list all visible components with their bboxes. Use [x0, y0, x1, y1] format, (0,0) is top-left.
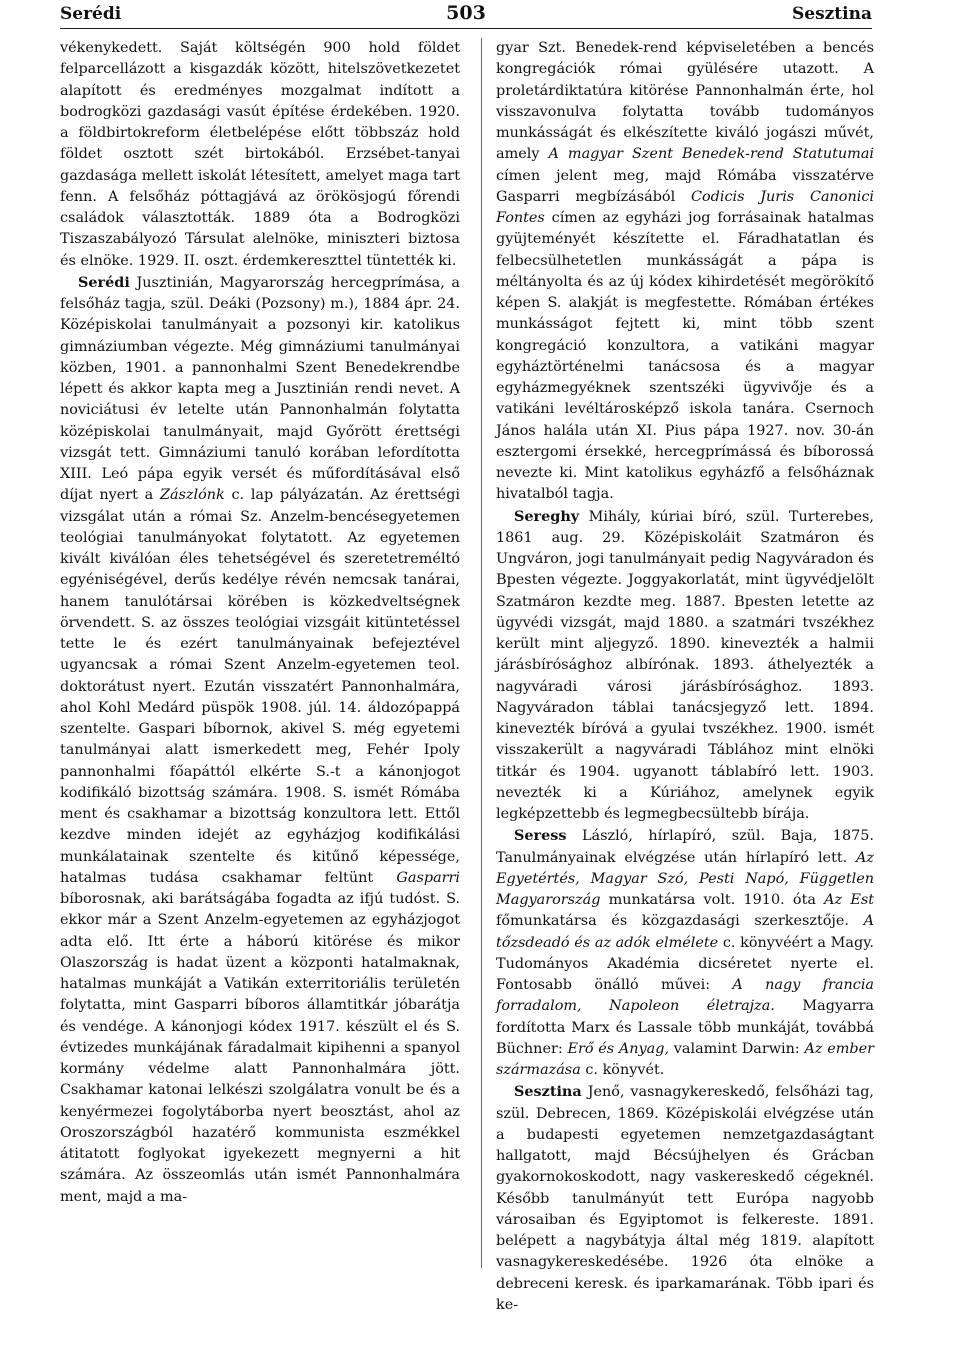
- entry-continuation: [496, 38, 874, 506]
- entry-sesztina: [496, 1081, 874, 1316]
- entry-text: Magyarra fordította Marx és Lassale több munkáját, továbbá Büchner:: [496, 998, 874, 1057]
- entry-italic: A tőzsdeadó és az adók elmélete: [496, 913, 875, 951]
- entry-text: c. könyvét.: [585, 1062, 665, 1078]
- entry-continuation: vékenykedett. Saját költségén 900 hold földet felparcellázott a kisgazdák között, hitelszövetkezetet alapított és eredményes mozgalmat indított a bodrogközi gazdasági vasút építése érdekében. 1920. a földbirtokreform életbelépése előtt többszáz hold földet osztott szét birtokából. Erzsébet-tanyai gazdasága mellett iskolát létesített, amelyet maga tart fenn. A felsőház póttagjává az örökösjogú főrendi családok választották. 1889 óta a Bodrogközi Tiszaszabályozó Társulat alelnöke, miniszteri biztosa és elnöke. 1929. II. oszt. érdemkereszttel tüntették ki.: [60, 40, 460, 269]
- entry-text: munkatársa volt. 1910. óta: [608, 892, 816, 908]
- header-left-keyword: Serédi: [60, 4, 122, 24]
- entry-text: címen az egyházi jog forrásainak hatalmas gyüjteményét készítette el. Fáradhatatlan és felbecsülhetetlen munkásságát a pápa is méltányolta és az új kódex kihirdetését megörökítő képen S. alakját is megfestette. Rómában értékes munkásságot fejtett ki, mint több szent kongregáció konzultora, a vatikáni magyar egyháztörténelmi tanácsosa és a magyar egyházmegyéknek szentszéki ügyvivője és a vatikáni levéltárosképző iskola tanára. Csernoch János halála után XI. Pius pápa 1927. nov. 30-án esztergomi érsekké, hercegprímássá és bíborossá nevezte ki. Mint katolikus egyházfő a felsőháznak hivatalból tagja.: [496, 210, 875, 503]
- entry-seress: [496, 825, 874, 1081]
- entry-italic: Az Egyetértés, Magyar Szó, Pesti Napó, Független Magyarország: [496, 849, 875, 908]
- entry-italic: Erő és Anyag,: [567, 1040, 670, 1057]
- entry-text: főmunkatársa és közgazdasági szerkesztője.: [496, 913, 849, 930]
- entry-italic: Zászlónk: [159, 487, 225, 504]
- entry-italic: Codicis Juris Canonici Fontes: [496, 188, 875, 226]
- entry-italic: A nagy francia forradalom, Napoleon életrajza.: [496, 977, 874, 1015]
- entry-text: bíborosnak, aki barátságába fogadta az ifjú tudóst. S. ekkor már a Szent Anzelm-egyetemen az egyházjogot adta elő. Itt érte a háború kitörése és mikor Olaszország is hadat üzent a központi hatalmaknak, hatalmas munkáját a Vatikán exterritoriális területén folytatta, mint Gasparri bíboros államtitkár jóbarátja és vendége. A kánonjogi kódex 1917. készült el és S. évtizedes munkájának fáradalmait kipihenni a spanyol kormány védelme alatt Pannonhalmára jött. Csakhamar katonai lelkészi szolgálatra vonult be és a kenyérmezei fogolytáborba nyert beosztást, ahol az Oroszországból hazatérő kommunista eszmékkel átitatott foglyokat igyekezett megnyerni a hit számára. Az összeomlás után ismét Pannonhalmára ment, majd a ma-: [60, 891, 460, 1205]
- entry-sereghy: [496, 506, 874, 826]
- entry-italic: A magyar Szent Benedek-rend Statutumai: [548, 146, 874, 163]
- entry-name: Sereghy: [514, 507, 580, 525]
- column-divider: [481, 38, 482, 1268]
- entry-text: c. könyvéért a Magy. Tudományos Akadémia dicséretet nyerte el. Fontosabb önálló művei:: [496, 934, 874, 993]
- entry-text: címen jelent meg, majd Rómába visszatérve Gasparri megbízásából: [496, 167, 874, 205]
- entry-text: gyar Szt. Benedek-rend képviseletében a bencés kongregációk római gyülésére utazott. A proletárdiktatúra kitörése Pannonhalmán érte, hol visszavonulva folytatta tovább tudományos munkásságát és elkészítette kiváló jogászi művét, amely: [496, 40, 874, 163]
- left-column: [60, 38, 460, 1208]
- header-rule: [60, 28, 872, 29]
- entry-text: valamint Darwin:: [673, 1040, 800, 1057]
- entry-text: László, hírlapíró, szül. Baja, 1875. Tanulmányainak elvégzése után hírlapíró lett.: [496, 828, 874, 866]
- header-right-keyword: Sesztina: [791, 4, 872, 24]
- entry-name: Sesztina: [514, 1083, 582, 1101]
- entry-text: c. lap pályázatán. Az érettségi vizsgálat után a római Sz. Anzelm-bencésegyetemen teológiai tanulmányokat folytatott. Az egyetemen kivált kiválóan éles tehetségével és szeretetreméltó egyéniségével, derűs kedélye révén nemcsak tanárai, hanem tanulótársai körében is közkedveltségnek örvendett. S. az összes teológiai vizsgáit kitüntetéssel tette le és ezért tanulmányainak befejeztével ugyancsak a római Szent Anzelm-egyetemen teol. doktorátust nyert. Ezután visszatért Pannonhalmára, ahol Kohl Medárd püspök 1908. júl. 14. áldozópappá szentelte. Gaspari bíbornok, akivel S. még egyetemi tanulmányai alatt ismerkedett meg, Fehér Ipoly pannonhalmi főapáttól elkérte S.-t a kánonjogot kodifikáló bizottság számára. 1908. S. ismét Rómába ment és csakhamar a bizottság konzultora lett. Ettől kezdve minden idejét az egyházjog kodifikálási munkálatainak szentelte és kitűnő képessége, hatalmas tudása csakhamar feltünt: [60, 487, 461, 886]
- entry-text: Mihály, kúriai bíró, szül. Turterebes, 1861 aug. 29. Középiskoláit Szatmáron és Ungváron, jogi tanulmányait pedig Nagyváradon és Bpesten végezte. Joggyakorlatát, mint ügyvédjelölt Szatmáron kezdte meg. 1887. Bpesten letette az ügyvédi vizsgát, majd 1880. a szatmári tvszékhez került mint aljegyző. 1890. kinevezték a halmii járásbírósághoz albírónak. 1893. áthelyezték a nagyváradi városi járásbírósághoz. 1893. Nagyváradon táblai tanácsjegyző lett. 1894. kinevezték bíróvá a gyulai tvszékhez. 1900. ismét visszakerült a nagyváradi Táblához mint elnöki titkár és 1904. ugyanott táblabíró lett. 1903. nevezték ki a Kúriához, amelynek egyik legképzettebb és legmegbecsültebb bírája.: [496, 508, 874, 822]
- right-column: [496, 38, 874, 1316]
- entry-italic: Az ember származása: [496, 1040, 874, 1078]
- page-header: [60, 0, 872, 30]
- entry-text: Jusztinián, Magyarország hercegprímása, a felsőház tagja, szül. Deáki (Pozsony) m.), 1884 ápr. 24. Középiskolai tanulmányait a pozsonyi kir. katolikus gimnáziumban végezte. Még gimnáziumi tanulmányai közben, 1901. a pannonhalmi Szent Benedekrendbe lépett és akkor kapta meg a Jusztinián rendi nevet. A noviciátusi év letelte után Pannonhalmán folytatta középiskolai tanulmányait, majd Győrött érettségi vizsgát tett. Gimnáziumi tanuló korában lefordította XIII. Leó pápa egyik versét és műfordításával első díjat nyert a: [60, 274, 461, 504]
- page-number: 503: [446, 2, 486, 24]
- entry-name: Seress: [514, 827, 567, 845]
- entry-text: Jenő, vasnagykereskedő, felsőházi tag, szül. Debrecen, 1869. Középiskolái elvégzése után a budapesti egyetemen nemzetgazdaságtant hallgatott, majd Bécsújhelyen és Grácban gyakornokoskodott, nagy vaskereskedő cégeknél. Később tanulmányút tett Európa nagyobb városaiban és Egyiptomot is felkereste. 1891. belépett a nagybátyja által még 1819. alapított vasnagykereskedésébe. 1926 óta elnöke a debreceni keresk. és iparkamarának. Több ipari és ke-: [496, 1084, 874, 1313]
- entry-italic: Az Est: [824, 892, 875, 908]
- entry-italic: Gasparri: [396, 869, 461, 886]
- entry-name: Serédi: [78, 273, 130, 291]
- entry-seredi-jusztinian: [60, 272, 460, 1208]
